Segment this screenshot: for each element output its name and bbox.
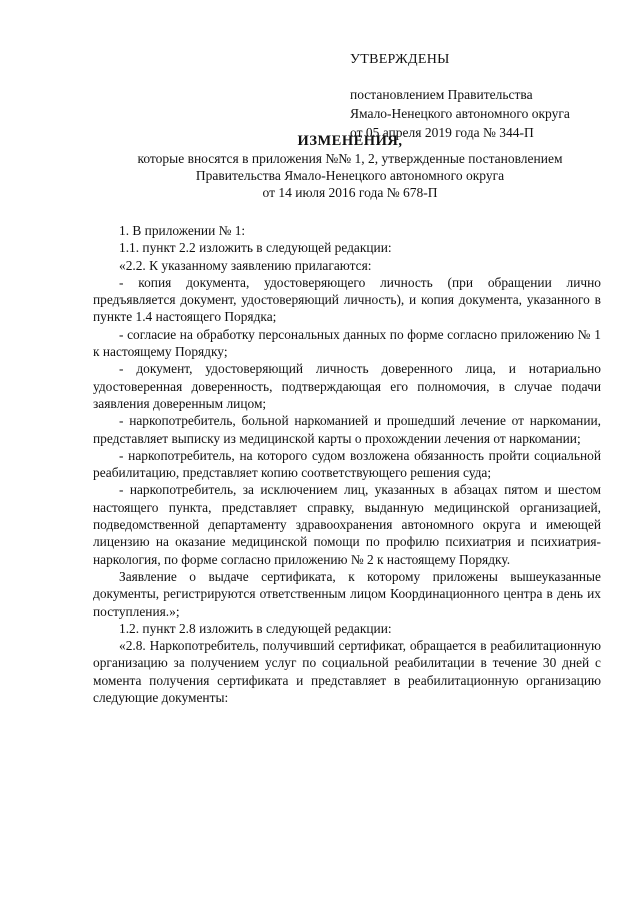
paragraph: «2.2. К указанному заявлению прилагаются:	[119, 257, 372, 273]
paragraph: - наркопотребитель, за исключением лиц, указанных в абзацах пятом и шестом настоящего пункта, представляет справку, выданную медицинской организацией, подведомственной департаменту здравоохранения автономного округа и имеющей лицензию на оказание медицинской помощи по профилю психиатрия и психиатрия-наркология, по форме согласно приложению № 2 к настоящему Порядку.	[93, 482, 601, 567]
paragraph: 1.1. пункт 2.2 изложить в следующей редакции:	[119, 240, 392, 256]
paragraph: - копия документа, удостоверяющего личность (при обращении лично предъявляется документ, удостоверяющий личность), и копия документа, указанного в пункте 1.4 настоящего Порядка;	[93, 274, 601, 325]
paragraph: - согласие на обработку персональных данных по форме согласно приложению № 1 к настоящему Порядку;	[93, 326, 601, 360]
approval-stamp: УТВЕРЖДЕНЫ	[350, 52, 450, 67]
approval-block	[350, 50, 570, 142]
approval-line: постановлением Правительства	[350, 87, 533, 102]
paragraph: - наркопотребитель, на которого судом возложена обязанность пройти социальной реабилитацию, представляет копию соответствующего решения суда;	[93, 447, 601, 481]
approval-line: Ямало-Ненецкого автономного округа	[350, 106, 570, 121]
paragraph: - документ, удостоверяющий личность доверенного лица, и нотариально удостоверенная доверенность, подтверждающая его полномочия, в случае подачи заявления доверенным лицом;	[93, 361, 601, 411]
paragraph: Заявление о выдаче сертификата, к которому приложены вышеуказанные документы, регистрируются ответственным лицом Координационного центра в день их поступления.»;	[93, 568, 601, 619]
title-line: Правительства Ямало-Ненецкого автономного округа	[195, 168, 505, 183]
document-title	[60, 133, 640, 201]
approval-line: от 05 апреля 2019 года № 344-П	[350, 125, 534, 140]
title-line: которые вносятся в приложения №№ 1, 2, утвержденные постановлением	[137, 151, 563, 166]
title-heading: ИЗМЕНЕНИЯ,	[297, 133, 403, 149]
paragraph: «2.8. Наркопотребитель, получивший сертификат, обращается в реабилитационную организацию за получением услуг по социальной реабилитации в течение 30 дней с момента получения сертификата и представляет в реабилитационную организацию следующие документы:	[93, 638, 601, 706]
title-line: от 14 июля 2016 года № 678-П	[262, 185, 438, 200]
paragraph: 1.2. пункт 2.8 изложить в следующей редакции:	[119, 620, 392, 636]
paragraph: 1. В приложении № 1:	[119, 223, 246, 238]
document-body	[93, 222, 601, 706]
paragraph: - наркопотребитель, больной наркоманией и прошедший лечение от наркомании, представляет выписку из медицинской карты о прохождении лечения от наркомании;	[93, 413, 601, 446]
